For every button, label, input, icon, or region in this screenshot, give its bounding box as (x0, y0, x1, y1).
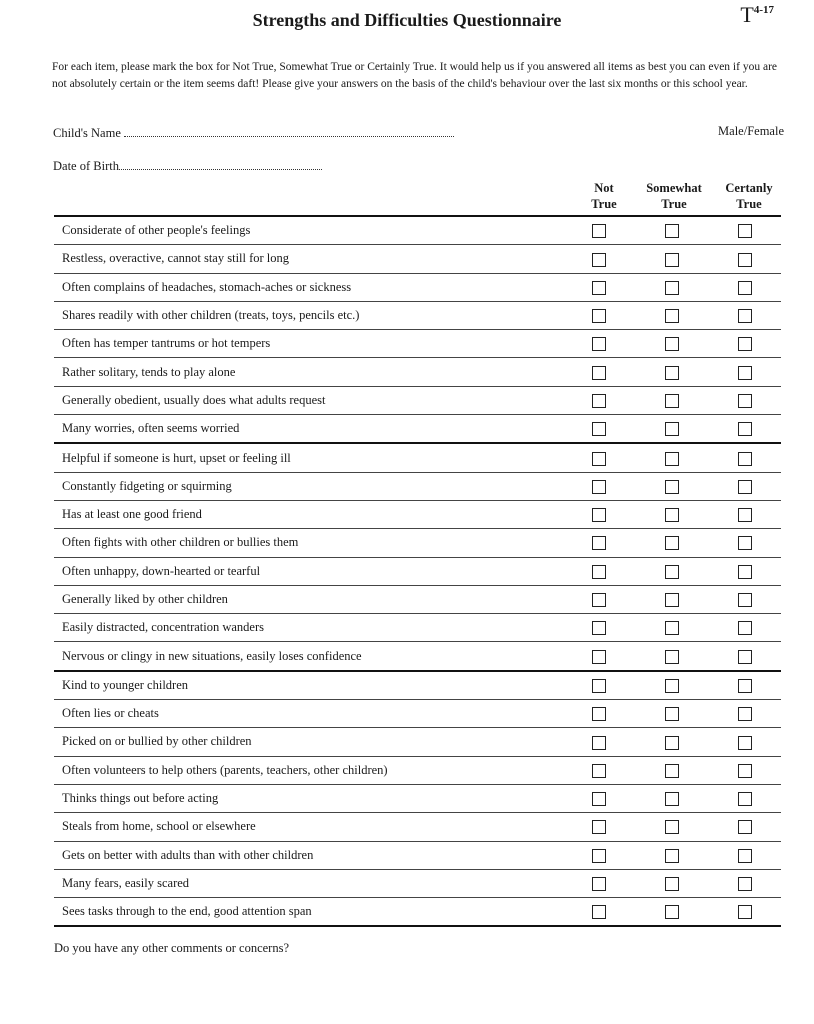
question-text: Many fears, easily scared (54, 869, 562, 897)
checkbox-cell (562, 529, 635, 557)
checkbox-cell (708, 443, 781, 472)
certainly-true-checkbox[interactable] (738, 905, 752, 919)
somewhat-true-checkbox[interactable] (665, 707, 679, 721)
checkbox-cell (635, 273, 708, 301)
form-code-age-range: 4-17 (753, 4, 774, 16)
not-true-checkbox[interactable] (592, 337, 606, 351)
checkbox-cell (635, 330, 708, 358)
checkbox-cell (708, 700, 781, 728)
question-row (54, 472, 781, 500)
question-text: Has at least one good friend (54, 500, 562, 528)
question-row (54, 728, 781, 756)
certainly-true-checkbox[interactable] (738, 394, 752, 408)
checkbox-cell (708, 869, 781, 897)
checkbox-cell (562, 585, 635, 613)
checkbox-cell (708, 273, 781, 301)
somewhat-true-checkbox[interactable] (665, 480, 679, 494)
somewhat-true-checkbox[interactable] (665, 621, 679, 635)
somewhat-true-checkbox[interactable] (665, 650, 679, 664)
question-text: Kind to younger children (54, 671, 562, 700)
child-name-line[interactable] (124, 124, 454, 137)
checkbox-cell (635, 585, 708, 613)
question-text: Steals from home, school or elsewhere (54, 813, 562, 841)
somewhat-true-checkbox[interactable] (665, 224, 679, 238)
question-row (54, 358, 781, 386)
checkbox-cell (708, 614, 781, 642)
not-true-checkbox[interactable] (592, 253, 606, 267)
question-text: Often has temper tantrums or hot tempers (54, 330, 562, 358)
checkbox-cell (635, 728, 708, 756)
checkbox-cell (708, 784, 781, 812)
somewhat-true-checkbox[interactable] (665, 508, 679, 522)
checkbox-cell (562, 245, 635, 273)
checkbox-cell (562, 386, 635, 414)
child-name-field[interactable] (53, 124, 454, 141)
checkbox-cell (708, 245, 781, 273)
question-text: Thinks things out before acting (54, 784, 562, 812)
checkbox-cell (562, 500, 635, 528)
not-true-checkbox[interactable] (592, 820, 606, 834)
question-text: Generally liked by other children (54, 585, 562, 613)
checkbox-cell (562, 472, 635, 500)
checkbox-cell (635, 869, 708, 897)
certainly-true-checkbox[interactable] (738, 650, 752, 664)
checkbox-cell (562, 841, 635, 869)
checkbox-cell (708, 756, 781, 784)
checkbox-cell (708, 642, 781, 671)
checkbox-cell (562, 784, 635, 812)
question-row (54, 614, 781, 642)
checkbox-cell (708, 415, 781, 444)
not-true-checkbox[interactable] (592, 480, 606, 494)
somewhat-true-checkbox[interactable] (665, 820, 679, 834)
question-text: Nervous or clingy in new situations, easily loses confidence (54, 642, 562, 671)
certainly-true-checkbox[interactable] (738, 849, 752, 863)
somewhat-true-checkbox[interactable] (665, 736, 679, 750)
not-true-checkbox[interactable] (592, 394, 606, 408)
checkbox-cell (708, 841, 781, 869)
checkbox-cell (635, 443, 708, 472)
certainly-true-checkbox[interactable] (738, 565, 752, 579)
not-true-checkbox[interactable] (592, 764, 606, 778)
somewhat-true-checkbox[interactable] (665, 593, 679, 607)
question-row (54, 245, 781, 273)
question-row (54, 557, 781, 585)
not-true-checkbox[interactable] (592, 736, 606, 750)
certainly-true-checkbox[interactable] (738, 621, 752, 635)
somewhat-true-checkbox[interactable] (665, 422, 679, 436)
somewhat-true-checkbox[interactable] (665, 366, 679, 380)
not-true-checkbox[interactable] (592, 508, 606, 522)
question-text: Generally obedient, usually does what adults request (54, 386, 562, 414)
somewhat-true-checkbox[interactable] (665, 679, 679, 693)
not-true-checkbox[interactable] (592, 565, 606, 579)
checkbox-cell (708, 557, 781, 585)
checkbox-cell (562, 813, 635, 841)
somewhat-true-checkbox[interactable] (665, 877, 679, 891)
certainly-true-checkbox[interactable] (738, 593, 752, 607)
not-true-checkbox[interactable] (592, 593, 606, 607)
question-row (54, 813, 781, 841)
certainly-true-checkbox[interactable] (738, 309, 752, 323)
question-text: Often complains of headaches, stomach-aches or sickness (54, 273, 562, 301)
question-row (54, 898, 781, 927)
checkbox-cell (635, 386, 708, 414)
checkbox-cell (708, 216, 781, 245)
question-text: Rather solitary, tends to play alone (54, 358, 562, 386)
dob-line[interactable] (119, 157, 322, 170)
checkbox-cell (635, 898, 708, 927)
certainly-true-checkbox[interactable] (738, 707, 752, 721)
question-row (54, 700, 781, 728)
checkbox-cell (635, 415, 708, 444)
not-true-checkbox[interactable] (592, 679, 606, 693)
certainly-true-checkbox[interactable] (738, 366, 752, 380)
not-true-checkbox[interactable] (592, 309, 606, 323)
somewhat-true-checkbox[interactable] (665, 536, 679, 550)
certainly-true-checkbox[interactable] (738, 736, 752, 750)
checkbox-cell (635, 216, 708, 245)
not-true-checkbox[interactable] (592, 650, 606, 664)
not-true-checkbox[interactable] (592, 792, 606, 806)
checkbox-cell (635, 500, 708, 528)
certainly-true-checkbox[interactable] (738, 422, 752, 436)
certainly-true-checkbox[interactable] (738, 508, 752, 522)
question-row (54, 301, 781, 329)
not-true-checkbox[interactable] (592, 707, 606, 721)
question-row (54, 642, 781, 671)
checkbox-cell (562, 869, 635, 897)
checkbox-cell (562, 557, 635, 585)
checkbox-cell (708, 472, 781, 500)
not-true-checkbox[interactable] (592, 452, 606, 466)
question-row (54, 216, 781, 245)
not-true-checkbox[interactable] (592, 877, 606, 891)
gender-field[interactable]: Male/Female (718, 124, 784, 138)
somewhat-true-checkbox[interactable] (665, 905, 679, 919)
question-row (54, 756, 781, 784)
certainly-true-checkbox[interactable] (738, 337, 752, 351)
question-text: Sees tasks through to the end, good attention span (54, 898, 562, 927)
checkbox-cell (562, 358, 635, 386)
checkbox-cell (635, 358, 708, 386)
certainly-true-checkbox[interactable] (738, 452, 752, 466)
column-header-somewhat-true: Somewhat True (646, 181, 702, 211)
question-text: Many worries, often seems worried (54, 415, 562, 444)
somewhat-true-checkbox[interactable] (665, 452, 679, 466)
somewhat-true-checkbox[interactable] (665, 253, 679, 267)
somewhat-true-checkbox[interactable] (665, 337, 679, 351)
checkbox-cell (635, 756, 708, 784)
question-row (54, 273, 781, 301)
question-row (54, 869, 781, 897)
question-row (54, 529, 781, 557)
child-name-label: Child's Name (53, 126, 121, 140)
checkbox-cell (708, 358, 781, 386)
checkbox-cell (562, 756, 635, 784)
checkbox-cell (635, 614, 708, 642)
certainly-true-checkbox[interactable] (738, 480, 752, 494)
checkbox-cell (635, 784, 708, 812)
certainly-true-checkbox[interactable] (738, 224, 752, 238)
column-header-not-true: Not True (591, 181, 617, 211)
question-row (54, 585, 781, 613)
comments-prompt: Do you have any other comments or concerns? (54, 941, 289, 955)
questionnaire-table (54, 215, 781, 927)
question-text: Restless, overactive, cannot stay still for long (54, 245, 562, 273)
question-text: Often fights with other children or bullies them (54, 529, 562, 557)
question-row (54, 500, 781, 528)
not-true-checkbox[interactable] (592, 281, 606, 295)
checkbox-cell (562, 671, 635, 700)
column-headers (0, 180, 814, 214)
checkbox-cell (708, 898, 781, 927)
question-text: Shares readily with other children (treats, toys, pencils etc.) (54, 301, 562, 329)
certainly-true-checkbox[interactable] (738, 764, 752, 778)
somewhat-true-checkbox[interactable] (665, 565, 679, 579)
checkbox-cell (562, 415, 635, 444)
checkbox-cell (562, 443, 635, 472)
question-text: Gets on better with adults than with other children (54, 841, 562, 869)
somewhat-true-checkbox[interactable] (665, 849, 679, 863)
checkbox-cell (635, 700, 708, 728)
page-title: Strengths and Difficulties Questionnaire (252, 10, 562, 30)
question-text: Easily distracted, concentration wanders (54, 614, 562, 642)
checkbox-cell (635, 813, 708, 841)
dob-label: Date of Birth (53, 159, 119, 173)
somewhat-true-checkbox[interactable] (665, 764, 679, 778)
checkbox-cell (708, 813, 781, 841)
checkbox-cell (708, 529, 781, 557)
not-true-checkbox[interactable] (592, 224, 606, 238)
question-text: Picked on or bullied by other children (54, 728, 562, 756)
question-row (54, 841, 781, 869)
certainly-true-checkbox[interactable] (738, 820, 752, 834)
not-true-checkbox[interactable] (592, 905, 606, 919)
certainly-true-checkbox[interactable] (738, 792, 752, 806)
checkbox-cell (708, 671, 781, 700)
checkbox-cell (635, 301, 708, 329)
form-code-letter: T (740, 2, 754, 27)
question-row (54, 784, 781, 812)
checkbox-cell (635, 557, 708, 585)
checkbox-cell (635, 642, 708, 671)
checkbox-cell (562, 728, 635, 756)
question-text: Often lies or cheats (54, 700, 562, 728)
not-true-checkbox[interactable] (592, 366, 606, 380)
certainly-true-checkbox[interactable] (738, 536, 752, 550)
somewhat-true-checkbox[interactable] (665, 281, 679, 295)
checkbox-cell (635, 671, 708, 700)
checkbox-cell (562, 330, 635, 358)
somewhat-true-checkbox[interactable] (665, 309, 679, 323)
instructions: For each item, please mark the box for Not True, Somewhat True or Certainly True. It would help us if you answered all items as best you can even if you are not absolutely certain or the item seems daft! Please give your answers on the basis of the child's behaviour over the last six months or this school year. (52, 61, 777, 90)
checkbox-cell (708, 301, 781, 329)
checkbox-cell (708, 330, 781, 358)
not-true-checkbox[interactable] (592, 621, 606, 635)
dob-field[interactable] (53, 157, 322, 174)
checkbox-cell (635, 472, 708, 500)
question-text: Considerate of other people's feelings (54, 216, 562, 245)
question-row (54, 386, 781, 414)
checkbox-cell (635, 245, 708, 273)
checkbox-cell (635, 841, 708, 869)
question-row (54, 330, 781, 358)
checkbox-cell (562, 273, 635, 301)
certainly-true-checkbox[interactable] (738, 679, 752, 693)
checkbox-cell (708, 386, 781, 414)
question-text: Helpful if someone is hurt, upset or feeling ill (54, 443, 562, 472)
not-true-checkbox[interactable] (592, 536, 606, 550)
form-code (740, 4, 774, 26)
checkbox-cell (708, 500, 781, 528)
question-row (54, 671, 781, 700)
question-text: Often unhappy, down-hearted or tearful (54, 557, 562, 585)
question-row (54, 443, 781, 472)
not-true-checkbox[interactable] (592, 422, 606, 436)
somewhat-true-checkbox[interactable] (665, 394, 679, 408)
checkbox-cell (562, 301, 635, 329)
checkbox-cell (708, 728, 781, 756)
checkbox-cell (708, 585, 781, 613)
checkbox-cell (635, 529, 708, 557)
certainly-true-checkbox[interactable] (738, 281, 752, 295)
question-row (54, 415, 781, 444)
question-text: Often volunteers to help others (parents, teachers, other children) (54, 756, 562, 784)
certainly-true-checkbox[interactable] (738, 253, 752, 267)
checkbox-cell (562, 642, 635, 671)
column-header-certainly-true: Certanly True (725, 181, 773, 211)
checkbox-cell (562, 216, 635, 245)
question-text: Constantly fidgeting or squirming (54, 472, 562, 500)
checkbox-cell (562, 898, 635, 927)
not-true-checkbox[interactable] (592, 849, 606, 863)
checkbox-cell (562, 700, 635, 728)
certainly-true-checkbox[interactable] (738, 877, 752, 891)
checkbox-cell (562, 614, 635, 642)
somewhat-true-checkbox[interactable] (665, 792, 679, 806)
